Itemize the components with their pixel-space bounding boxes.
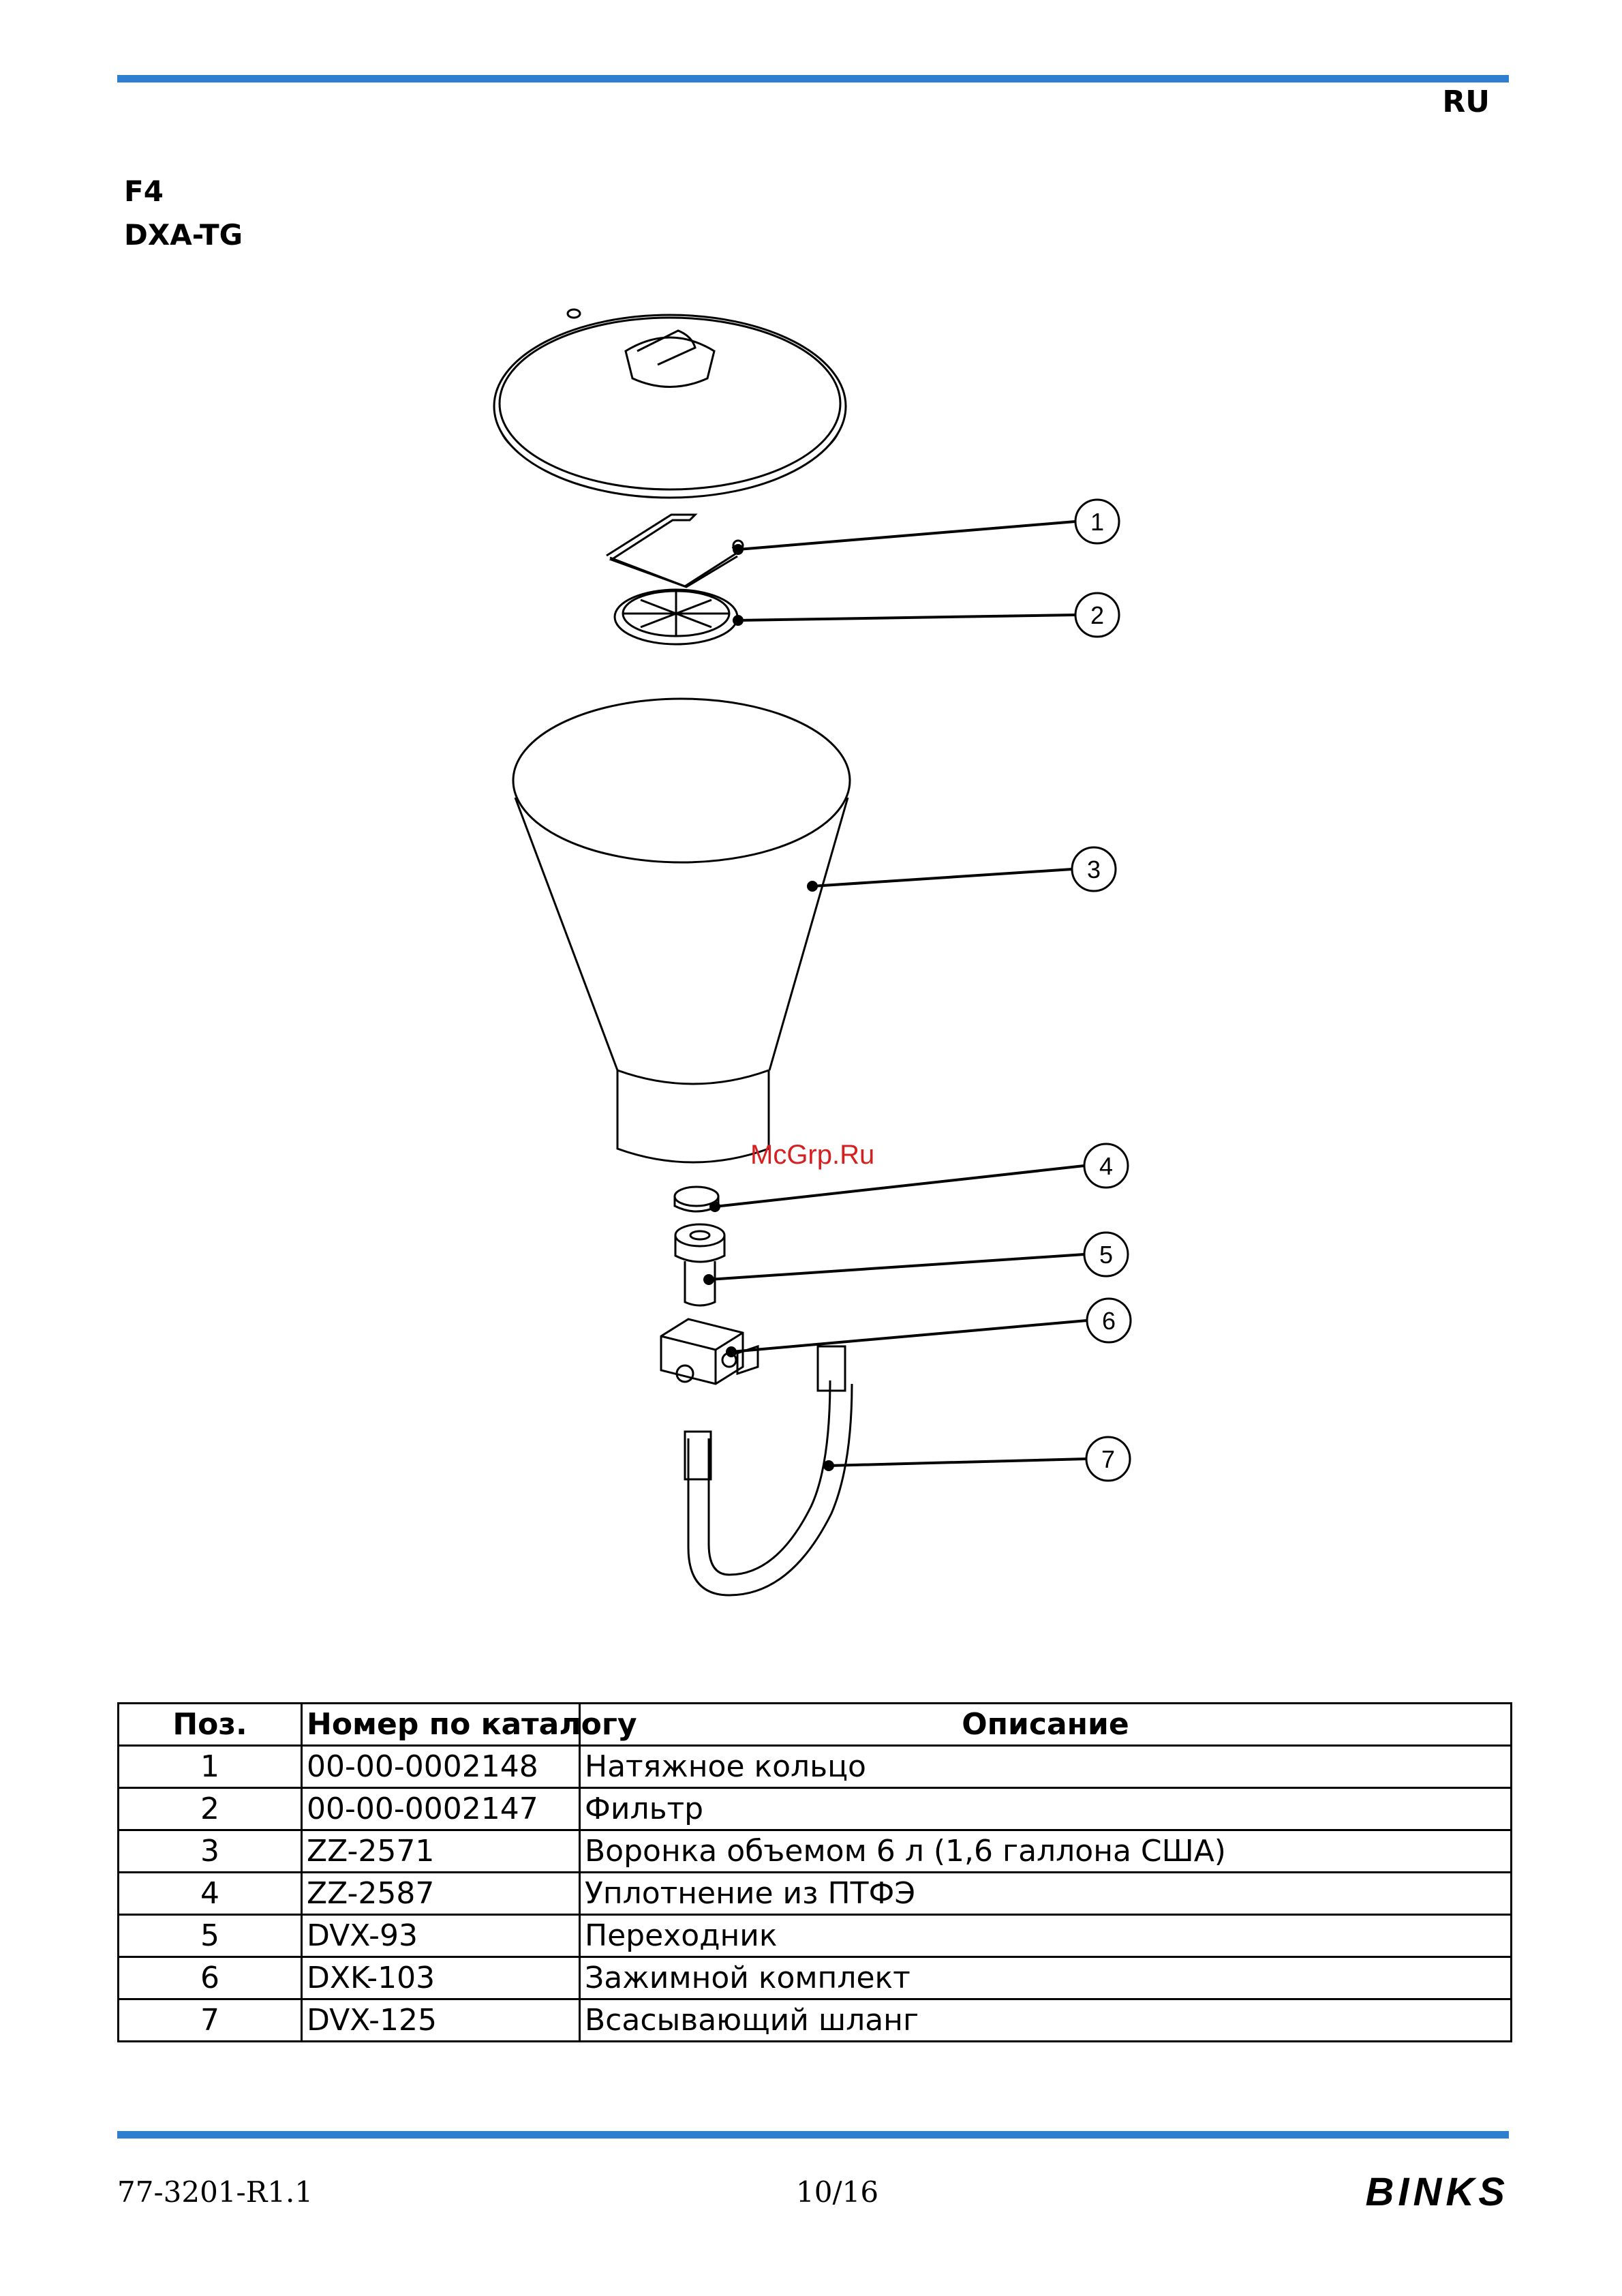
table-row xyxy=(119,1746,1512,1788)
adapter-illustration xyxy=(675,1224,724,1305)
cell-part-number: 00-00-0002148 xyxy=(302,1746,580,1788)
table-row xyxy=(119,1957,1512,1999)
cell-description: Зажимной комплект xyxy=(580,1957,1512,1999)
cell-position: 4 xyxy=(119,1873,302,1915)
column-header-description: Описание xyxy=(580,1704,1512,1746)
cell-part-number: ZZ-2587 xyxy=(302,1873,580,1915)
model-title: DXA-TG xyxy=(124,218,243,252)
svg-text:6: 6 xyxy=(1101,1307,1116,1335)
table-row xyxy=(119,1830,1512,1873)
callout-1 xyxy=(1075,500,1119,543)
table-row xyxy=(119,1999,1512,2042)
cell-position: 7 xyxy=(119,1999,302,2042)
cell-description: Уплотнение из ПТФЭ xyxy=(580,1873,1512,1915)
parts-table xyxy=(117,1702,1512,2042)
svg-text:7: 7 xyxy=(1101,1445,1116,1473)
bottom-rule xyxy=(117,2131,1509,2139)
callout-2 xyxy=(1075,593,1119,637)
column-header-part-number: Номер по каталогу xyxy=(302,1704,580,1746)
cell-part-number: ZZ-2571 xyxy=(302,1830,580,1873)
brand-logo: BINKS xyxy=(1365,2170,1509,2214)
column-header-position: Поз. xyxy=(119,1704,302,1746)
cell-description: Фильтр xyxy=(580,1788,1512,1830)
svg-text:1: 1 xyxy=(1090,508,1105,536)
svg-text:4: 4 xyxy=(1099,1152,1114,1180)
page-number: 10/16 xyxy=(796,2175,879,2209)
callout-5 xyxy=(1084,1233,1128,1276)
section-title: F4 xyxy=(124,175,164,208)
lid-illustration xyxy=(494,309,846,498)
leader-lines xyxy=(709,522,1087,1466)
funnel-illustration xyxy=(513,699,850,1162)
cell-position: 3 xyxy=(119,1830,302,1873)
filter-illustration xyxy=(615,590,737,644)
cell-part-number: DXK-103 xyxy=(302,1957,580,1999)
svg-text:3: 3 xyxy=(1086,856,1101,883)
watermark: McGrp.Ru xyxy=(750,1140,875,1170)
cell-position: 2 xyxy=(119,1788,302,1830)
cell-position: 1 xyxy=(119,1746,302,1788)
table-row xyxy=(119,1915,1512,1957)
callout-7 xyxy=(1086,1437,1130,1481)
table-header-row xyxy=(119,1704,1512,1746)
table-row xyxy=(119,1873,1512,1915)
callout-6 xyxy=(1087,1299,1131,1342)
tension-ring-illustration xyxy=(607,515,743,587)
cell-part-number: DVX-125 xyxy=(302,1999,580,2042)
table-row xyxy=(119,1788,1512,1830)
cell-description: Всасывающий шланг xyxy=(580,1999,1512,2042)
callout-4 xyxy=(1084,1144,1128,1188)
callout-3 xyxy=(1072,847,1116,891)
cell-position: 5 xyxy=(119,1915,302,1957)
cell-description: Натяжное кольцо xyxy=(580,1746,1512,1788)
cell-position: 6 xyxy=(119,1957,302,1999)
cell-part-number: DVX-93 xyxy=(302,1915,580,1957)
cell-description: Воронка объемом 6 л (1,6 галлона США) xyxy=(580,1830,1512,1873)
svg-text:2: 2 xyxy=(1090,601,1105,629)
cell-part-number: 00-00-0002147 xyxy=(302,1788,580,1830)
document-number: 77-3201-R1.1 xyxy=(117,2175,313,2209)
cell-description: Переходник xyxy=(580,1915,1512,1957)
svg-text:5: 5 xyxy=(1099,1241,1114,1269)
language-code: RU xyxy=(1442,85,1490,119)
